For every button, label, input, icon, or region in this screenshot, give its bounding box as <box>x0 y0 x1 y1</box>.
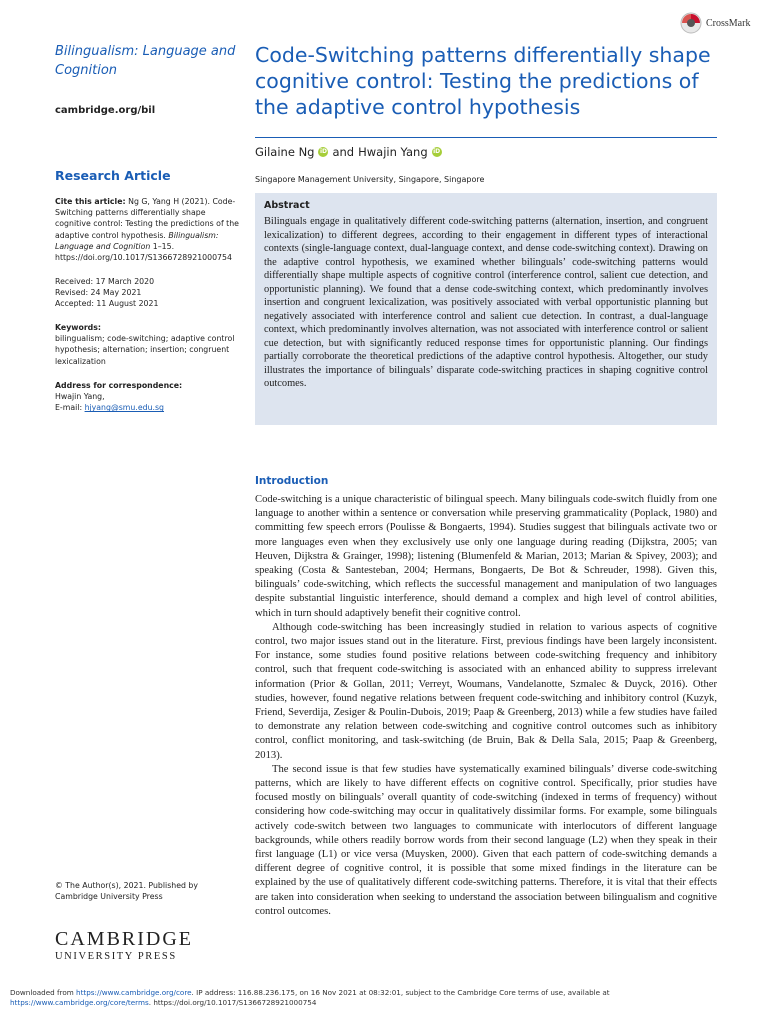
crossmark-badge[interactable] <box>680 12 750 34</box>
article-type: Research Article <box>55 168 171 183</box>
logo-sub-text: UNIVERSITY PRESS <box>55 951 177 962</box>
abstract-box <box>255 193 717 425</box>
footer-terms-link[interactable]: https://www.cambridge.org/core/terms <box>10 998 149 1007</box>
revised-date: Revised: 24 May 2021 <box>55 288 142 298</box>
crossmark-icon <box>680 12 702 34</box>
author-name: Hwajin Yang <box>358 145 428 159</box>
keywords-label: Keywords: <box>55 323 102 332</box>
copyright-notice: © The Author(s), 2021. Published by Cambridge University Press <box>55 881 198 902</box>
download-footer <box>10 988 750 1008</box>
cite-text: Ng G, Yang H (2021). Code-Switching patterns differentially shape cognitive control: Testing the predictions of the adaptive control hypothesis. <box>55 197 239 240</box>
author-name: Gilaine Ng <box>255 145 315 159</box>
footer-doi: . https://doi.org/10.1017/S1366728921000754 <box>148 998 317 1007</box>
body-paragraph: Although code-switching has been increasingly studied in relation to various aspects of cognitive control, two major issues stand out in the literature. First, previous findings have been largely inconsistent. For instance, some studies found positive relations between code-switching frequency and inhibitory control, such that frequent code-switching is associated with an enhanced ability to suppress irrelevant information (Prior & Gollan, 2011; Verreyt, Woumans, Vandelanotte, Szmalec & Duyck, 2016). Other studies, however, found negative relations between frequent code-switching and inhibitory control (Kuzyk, Friend, Severdija, Zesiger & Poulin-Dubois, 2019; Paap & Greenberg, 2013) while a few studies have failed to demonstrate any relation between code-switching and cognitive control outcomes such as inhibitory control, conflict monitoring, and task-switching (de Bruin, Bak & Della Sala, 2015; Paap & Greenberg, 2013). <box>255 621 717 761</box>
journal-name[interactable]: Bilingualism: Language and Cognition <box>55 44 236 78</box>
correspondence-block <box>55 380 240 414</box>
author-line <box>255 145 442 159</box>
keywords-list: bilingualism; code-switching; adaptive control hypothesis; alternation; insertion; congruent lexicalization <box>55 334 235 366</box>
email-link[interactable]: hjyang@smu.edu.sg <box>84 403 165 413</box>
affiliation: Singapore Management University, Singapore, Singapore <box>255 175 485 184</box>
article-dates <box>55 276 240 310</box>
introduction-body <box>255 493 717 919</box>
footer-core-link[interactable]: https://www.cambridge.org/core <box>76 988 192 997</box>
cite-doi: 1–15. https://doi.org/10.1017/S1366728921000754 <box>55 241 232 263</box>
correspondence-name: Hwajin Yang, <box>55 392 105 402</box>
author-connector: and <box>332 145 355 159</box>
orcid-icon[interactable]: iD <box>433 148 441 155</box>
section-heading-introduction: Introduction <box>255 475 329 487</box>
received-date: Received: 17 March 2020 <box>55 277 155 286</box>
email-label: E-mail: <box>55 403 83 413</box>
title-divider <box>255 137 717 138</box>
citation-block <box>55 196 240 263</box>
footer-text: . IP address: 116.88.236.175, on 16 Nov 2021 at 08:32:01, subject to the Cambridge Core terms of use, available at <box>191 988 610 997</box>
body-paragraph: Code-switching is a unique characteristic of bilingual speech. Many bilinguals code-switch fluidly from one language to another within a sentence or conversation while preserving grammaticality (Poplack, 1980) and committing few speech errors (Poulisse & Bongaerts, 1994). Studies suggest that bilinguals activate two or more languages even when they exclusively use only one language during reading (Dijkstra, 2005; van Heuven, Dijkstra & Grainger, 1998); listening (Blumenfeld & Marian, 2013; Marian & Spivey, 2003); and speaking (Costa & Santesteban, 2004; Hermans, Bongaerts, De Bot & Schreuder, 1998). Given this, bilinguals’ code-switching, which reflects the successful management and manipulation of two languages despite substantial linguistic interference, should demand a complex and high level of control abilities, which in turn should adaptively benefit their cognitive control. <box>255 494 717 619</box>
journal-url[interactable]: cambridge.org/bil <box>55 105 156 116</box>
cite-journal: Bilingualism: Language and Cognition <box>55 230 219 251</box>
cambridge-university-press-logo <box>55 928 245 963</box>
cite-label: Cite this article: <box>55 197 126 206</box>
address-label: Address for correspondence: <box>55 381 183 390</box>
logo-main-text: CAMBRIDGE <box>55 928 194 950</box>
footer-text: Downloaded from <box>10 988 74 997</box>
crossmark-label: CrossMark <box>706 17 751 29</box>
orcid-icon[interactable]: iD <box>319 148 327 155</box>
article-title: Code-Switching patterns differentially shape cognitive control: Testing the predictions of the adaptive control hypothesis <box>255 43 711 119</box>
abstract-heading: Abstract <box>264 200 310 211</box>
keywords-block <box>55 322 240 367</box>
accepted-date: Accepted: 11 August 2021 <box>55 299 159 309</box>
body-paragraph: The second issue is that few studies have systematically examined bilinguals’ diverse code-switching patterns, which are likely to have different effects on cognitive control. Specifically, prior studies have focused mostly on bilinguals’ overall quantity of code-switching (indexed in terms of frequency) without considering how code-switching may occur in qualitatively dissimilar forms. For example, some bilinguals actively code-switch between two languages to communicate with interlocutors of different language backgrounds, while others readily borrow words from their second language (L2) when they speak in their first language (L1) or vice versa (Muysken, 2000). Given that each pattern of code-switching demands a different degree of cognitive control, it is possible that some mixed findings in the literature can be explained by the use of qualitatively different code-switching patterns. Therefore, it is vital that their effects are taken into consideration when seeking to understand the association between bilingualism and cognitive control outcomes. <box>255 763 717 917</box>
abstract-text: Bilinguals engage in qualitatively different code-switching patterns (alternation, insertion, and congruent lexicalization) to different degrees, according to their engagement in different types of interactional contexts (single-language context, dual-language context, and dense code-switching context). Drawing on the adaptive control hypothesis, we examined whether bilinguals’ code-switching patterns would differentially shape multiple aspects of cognitive control (interference control, salient cue detection, and opportunistic planning). We found that a dense code-switching context, which predominantly involves insertion and congruent lexicalization, was positively associated with verbal opportunistic planning but negatively associated with interference control and salient cue detection. In contrast, a dual-language context, which predominantly involves alternation, was not associated with interference control or salient cue detection, but with significantly reduced response times for opportunistic planning. Our findings partially corroborate the theoretical predictions of the adaptive control hypothesis. Altogether, our study illustrates the importance of bilinguals’ disparate code-switching practices in shaping cognitive control outcomes. <box>264 216 708 389</box>
